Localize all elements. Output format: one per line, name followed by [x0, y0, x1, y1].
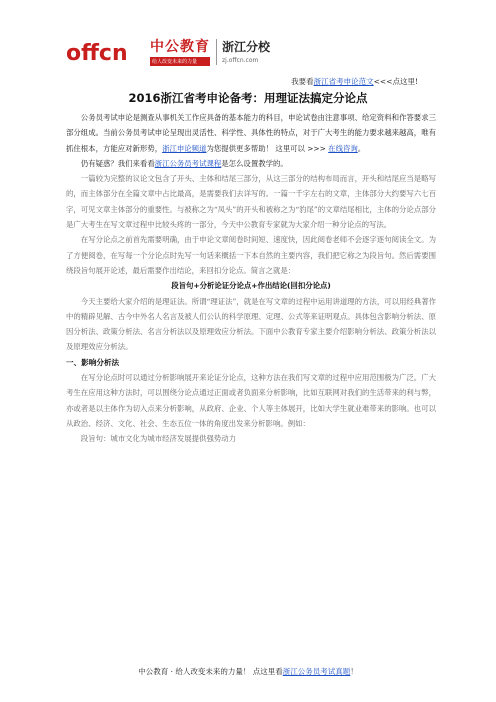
exam-questions-link[interactable]: 浙江公务员考试真题 [282, 667, 351, 676]
article-body [66, 110, 436, 447]
shenlun-channel-link[interactable]: 浙江申论频道 [162, 143, 207, 153]
formula-line: 段旨句+分析论证分论点+作出结论(回扣分论点) [171, 281, 331, 291]
impact-paragraph: 在写分论点时可以通过分析影响展开来论证分论点，这种方法在我们写文章的过程中应用范围极为广泛。广大考生在应用这种方法时，可以围绕分论点通过正面或者负面来分析影响，比如互联网对我们的生活带来的利与弊，亦或者是以主体作为切入点来分析影响，从政府、企业、个人等主体展开，比如大学生就业难带来的影响。也可以从政治、经济、文化、社会、生态五位一体的角度出发来分析影响。例如： [66, 373, 436, 428]
brand-block [150, 36, 210, 66]
course-link[interactable]: 浙江公务员考试课程 [154, 158, 222, 168]
example-line: 段旨句：城市文化为城市经济发展提供强势动力 [80, 434, 237, 444]
intro-paragraph: 公务员考试申论是测查从事机关工作应具备的基本能力的科目，申论试卷由注意事项、给定资料和作答要求三部分组成。当前公务员考试申论呈现出灵活性、科学性、具体性的特点，对于广大考生的能力要求越来越高，唯有抓住根本，方能应对新形势，浙江申论频道为您提供更多帮助！ 这里可以 >>> 在线咨询。 [66, 113, 436, 153]
article-title: 2016浙江省考申论备考：用理证法搞定分论点 [128, 91, 368, 105]
top-promo: 我要看浙江省考申论范文<<<点这里! [291, 77, 418, 86]
brand-name: 中公教育 [150, 39, 210, 55]
svg-text:offcn: offcn [66, 41, 128, 66]
brand-slogan: 给人改变未来的力量 [150, 57, 210, 66]
header-divider [216, 39, 217, 65]
branch-url: zj.offcn.com [222, 57, 259, 64]
essay-samples-link[interactable]: 浙江省考申论范文 [313, 77, 374, 86]
branch-name: 浙江分校 [222, 40, 271, 54]
online-consult-link[interactable]: 在线咨询 [328, 143, 358, 153]
method-paragraph: 在写分论点之前首先需要明确，由于申论文章阅卷时间短、速度快，因此阅卷老师不会逐字逐句阅读全文。为了方便阅卷，在写每一个分论点时先写一句话来概括一下本自然的主要内容，我们把它称之为段旨句。然后需要围绕段旨句展开论述，最后需要作出结论，来回扣分论点。简言之就是： [66, 235, 436, 275]
section-heading-impact: 一、影响分析法 [66, 357, 120, 367]
offcn-logo [66, 38, 146, 66]
header [66, 36, 446, 70]
structure-paragraph: 一篇较为完整的议论文包含了开头、主体和结尾三部分，从这三部分的结构布局而言，开头和结尾应当是略写的，而主体部分在全篇文章中占比最高，是需要我们去详写的。一篇一千字左右的文章，主体部分大约要写六七百字，可见文章主体部分的重要性。与被称之为“凤头”的开头和被称之为“豹尾”的文章结尾相比，主体的分论点部分是广大考生在写文章过程中比较头疼的一部分，今天中公教育专家就为大家介绍一种分论点的写法。 [66, 174, 436, 230]
course-paragraph: 仍有疑惑？我们来看看浙江公务员考试课程是怎么设置教学的。 [80, 158, 288, 168]
reasoning-paragraph: 今天主要给大家介绍的是理证法。所谓“理证法”，就是在写文章的过程中运用讲道理的方法，可以用经典著作中的精辟见解、古今中外名人名言及被人们公认的科学原理、定理、公式等来证明观点。具体包含影响分析法、原因分析法、政策分析法、名言分析法以及原理效应分析法。下面中公教育专家主要介绍影响分析法、政策分析法以及原理效应分析法。 [66, 296, 436, 352]
footer: 中公教育 · 给人改变未来的力量！ 点这里看浙江公务员考试真题！ [138, 667, 358, 676]
branch-block [222, 38, 270, 64]
